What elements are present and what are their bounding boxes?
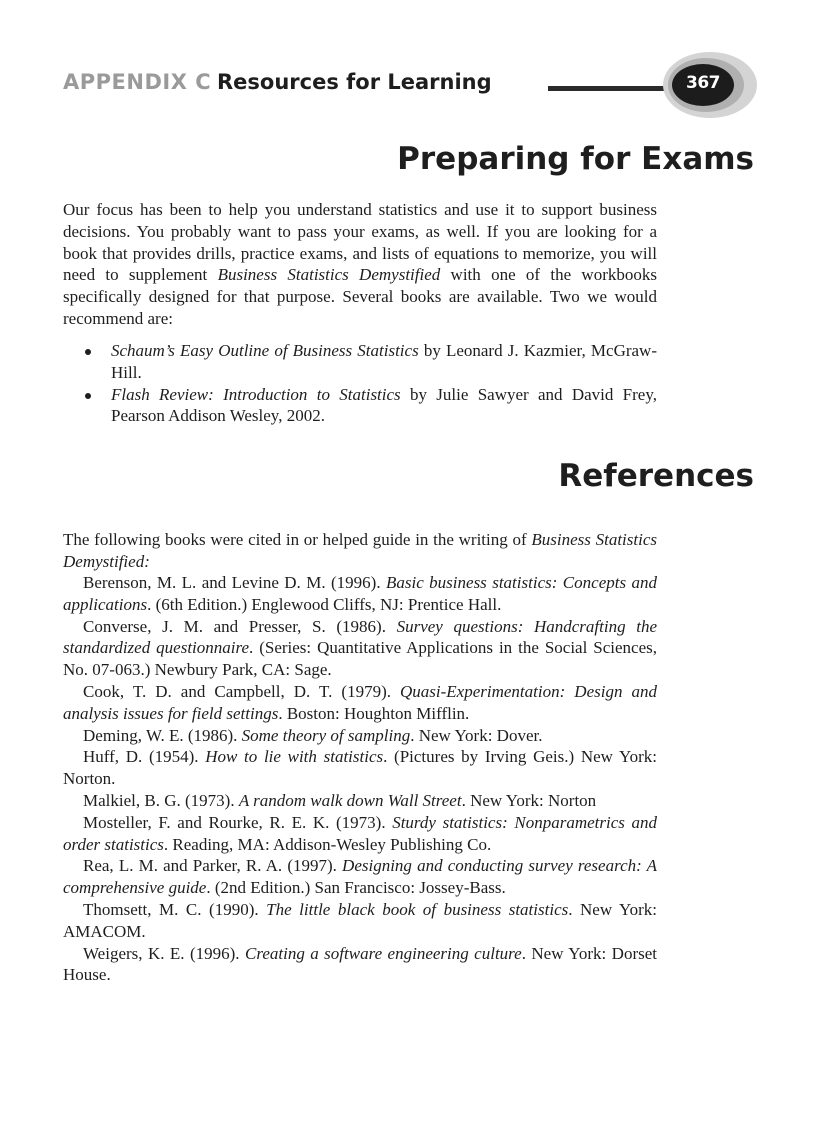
references-intro	[63, 529, 657, 573]
references-intro-book-title: Business Statistics Demystified:	[63, 530, 657, 571]
reference-authors: Deming, W. E. (1986).	[83, 725, 242, 745]
exams-intro-text-2: with one of the workbooks specifically designed for that purpose. Several books are available. Two we would recommend are:	[63, 265, 657, 328]
reference-publisher: . Boston: Houghton Mifflin.	[278, 703, 470, 723]
reference-entry	[63, 681, 657, 725]
reference-title: The little black book of business statistics	[266, 899, 569, 919]
book-title: Flash Review: Introduction to Statistics	[111, 384, 401, 404]
list-item	[63, 384, 657, 428]
heading-references: References	[558, 458, 754, 494]
book-title: Schaum’s Easy Outline of Business Statistics	[111, 341, 419, 360]
recommended-books-list	[63, 340, 657, 427]
reference-title: How to lie with statistics	[205, 747, 384, 767]
reference-authors: Malkiel, B. G. (1973).	[83, 790, 239, 810]
reference-publisher: . (6th Edition.) Englewood Cliffs, NJ: Prentice Hall.	[147, 594, 502, 614]
list-item	[63, 340, 657, 384]
bullet-icon	[85, 393, 91, 399]
exams-intro-text-1: Our focus has been to help you understand statistics and use it to support business decisions. You probably want to pass your exams, as well. If you are looking for a book that provides drills, practice exams, and lists of equations to memorize, you will need to supplement	[63, 200, 657, 285]
reference-authors: Thomsett, M. C. (1990).	[83, 899, 267, 919]
reference-publisher: . New York: AMACOM.	[63, 899, 657, 941]
reference-entry	[63, 572, 657, 616]
reference-title: Basic business statistics: Concepts and applications	[63, 573, 657, 614]
reference-publisher: . (Series: Quantitative Applications in the Social Sciences, No. 07-063.) Newbury Park, CA: Sage.	[63, 638, 657, 680]
heading-preparing-for-exams: Preparing for Exams	[397, 141, 754, 177]
reference-title: Some theory of sampling	[241, 725, 411, 745]
exams-intro-book-title: Business Statistics Demystified	[217, 265, 441, 285]
reference-entry	[63, 790, 657, 812]
reference-authors: Berenson, M. L. and Levine D. M. (1996).	[83, 573, 386, 592]
reference-entry	[63, 943, 657, 987]
references-intro-text: The following books were cited in or helped guide in the writing of	[63, 530, 532, 549]
bullet-icon	[85, 349, 91, 355]
reference-publisher: . New York: Norton	[461, 790, 597, 810]
reference-title: Quasi-Experimentation: Design and analysis issues for field settings	[63, 681, 657, 723]
reference-publisher: . New York: Dorset House.	[63, 943, 658, 985]
reference-publisher: . (Pictures by Irving Geis.) New York: Norton.	[63, 747, 657, 789]
reference-authors: Rea, L. M. and Parker, R. A. (1997).	[83, 856, 343, 876]
page-number: 367	[686, 73, 720, 93]
book-details: by Leonard J. Kazmier, McGraw-Hill.	[111, 341, 657, 382]
book-details: by Julie Sawyer and David Frey, Pearson Addison Wesley, 2002.	[111, 384, 657, 426]
reference-title: A random walk down Wall Street	[238, 790, 462, 810]
reference-entry	[63, 855, 657, 899]
exams-intro-paragraph	[63, 199, 657, 330]
references-list	[63, 572, 657, 986]
reference-entry	[63, 746, 657, 790]
header-section-title: Resources for Learning	[217, 70, 492, 94]
reference-authors: Mosteller, F. and Rourke, R. E. K. (1973).	[83, 812, 393, 832]
reference-entry	[63, 899, 657, 943]
reference-publisher: . Reading, MA: Addison-Wesley Publishing Co.	[163, 834, 492, 854]
reference-authors: Cook, T. D. and Campbell, D. T. (1979).	[83, 681, 401, 701]
reference-entry	[63, 725, 657, 747]
reference-entry	[63, 812, 657, 856]
reference-authors: Weigers, K. E. (1996).	[83, 943, 245, 963]
reference-authors: Huff, D. (1954).	[83, 747, 206, 767]
reference-title: Creating a software engineering culture	[245, 943, 522, 963]
reference-entry	[63, 616, 657, 681]
header-appendix-label: APPENDIX C	[63, 70, 212, 94]
reference-title: Sturdy statistics: Nonparametrics and order statistics	[63, 812, 657, 854]
reference-title: Survey questions: Handcrafting the standardized questionnaire	[63, 616, 657, 658]
reference-publisher: . (2nd Edition.) San Francisco: Jossey-Bass.	[206, 878, 506, 898]
reference-authors: Converse, J. M. and Presser, S. (1986).	[83, 616, 397, 636]
reference-title: Designing and conducting survey research: A comprehensive guide	[63, 856, 657, 898]
header-rule	[548, 86, 668, 91]
reference-publisher: . New York: Dover.	[410, 725, 543, 745]
